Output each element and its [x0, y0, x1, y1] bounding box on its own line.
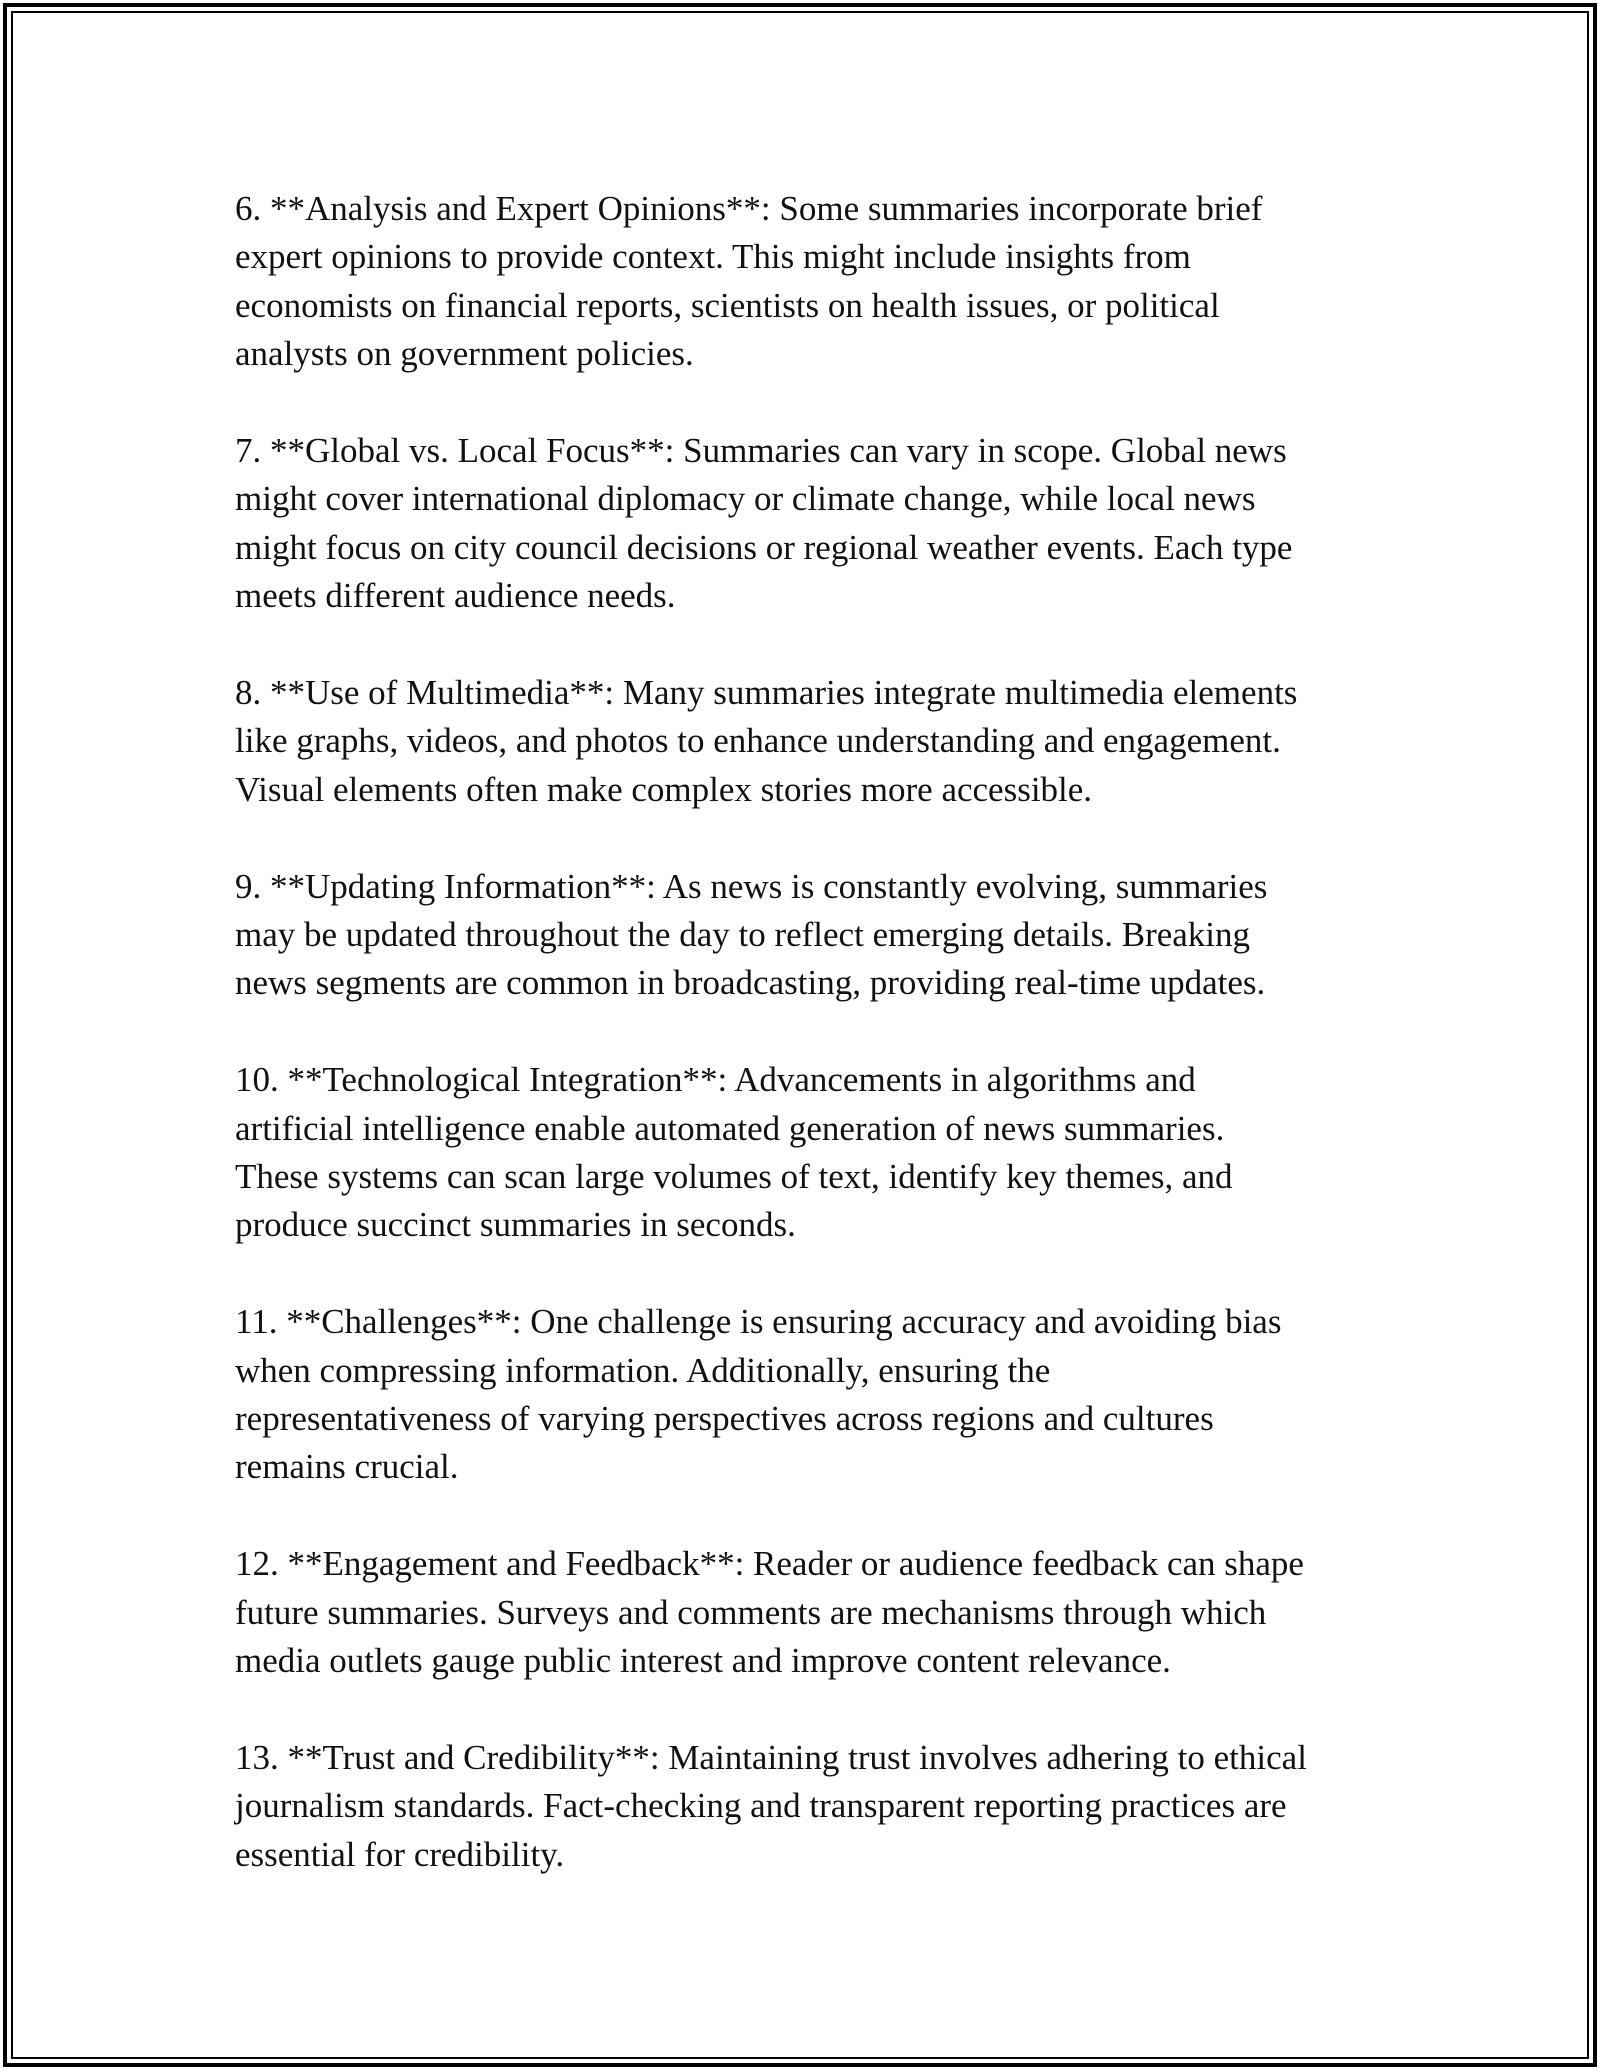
list-item-use-of-multimedia: 8. **Use of Multimedia**: Many summaries integrate multimedia elements like graphs, videos, and photos to enhance understanding and engagement. Visual elements often make complex stories more accessible.: [235, 673, 1298, 809]
list-item-updating-information: 9. **Updating Information**: As news is constantly evolving, summaries may be updated throughout the day to reflect emerging details. Breaking news segments are common in broadcasting, providing real-time updates.: [235, 866, 1268, 1003]
list-item-trust-credibility: 13. **Trust and Credibility**: Maintaining trust involves adhering to ethical journalism standards. Fact-checking and transparent reporting practices are essential for credibility.: [235, 1737, 1307, 1874]
document-body: [235, 185, 1395, 1879]
list-item-technological-integration: 10. **Technological Integration**: Advancements in algorithms and artificial intelligence enable automated generation of news summaries. These systems can scan large volumes of text, identify key themes, and produce succinct summaries in seconds.: [235, 1060, 1233, 1245]
list-item-analysis-expert-opinions: 6. **Analysis and Expert Opinions**: Some summaries incorporate brief expert opinions to provide context. This might include insights from economists on financial reports, scientists on health issues, or political analysts on government policies.: [235, 189, 1263, 374]
list-item-global-vs-local-focus: 7. **Global vs. Local Focus**: Summaries can vary in scope. Global news might cover international diplomacy or climate change, while local news might focus on city council decisions or regional weather events. Each type meets different audience needs.: [235, 431, 1293, 616]
list-item-challenges: 11. **Challenges**: One challenge is ensuring accuracy and avoiding bias when compressing information. Additionally, ensuring the representativeness of varying perspectives across regions and cultures remains crucial.: [235, 1302, 1282, 1487]
list-item-engagement-feedback: 12. **Engagement and Feedback**: Reader or audience feedback can shape future summaries. Surveys and comments are mechanisms through which media outlets gauge public interest and improve content relevance.: [235, 1544, 1304, 1681]
